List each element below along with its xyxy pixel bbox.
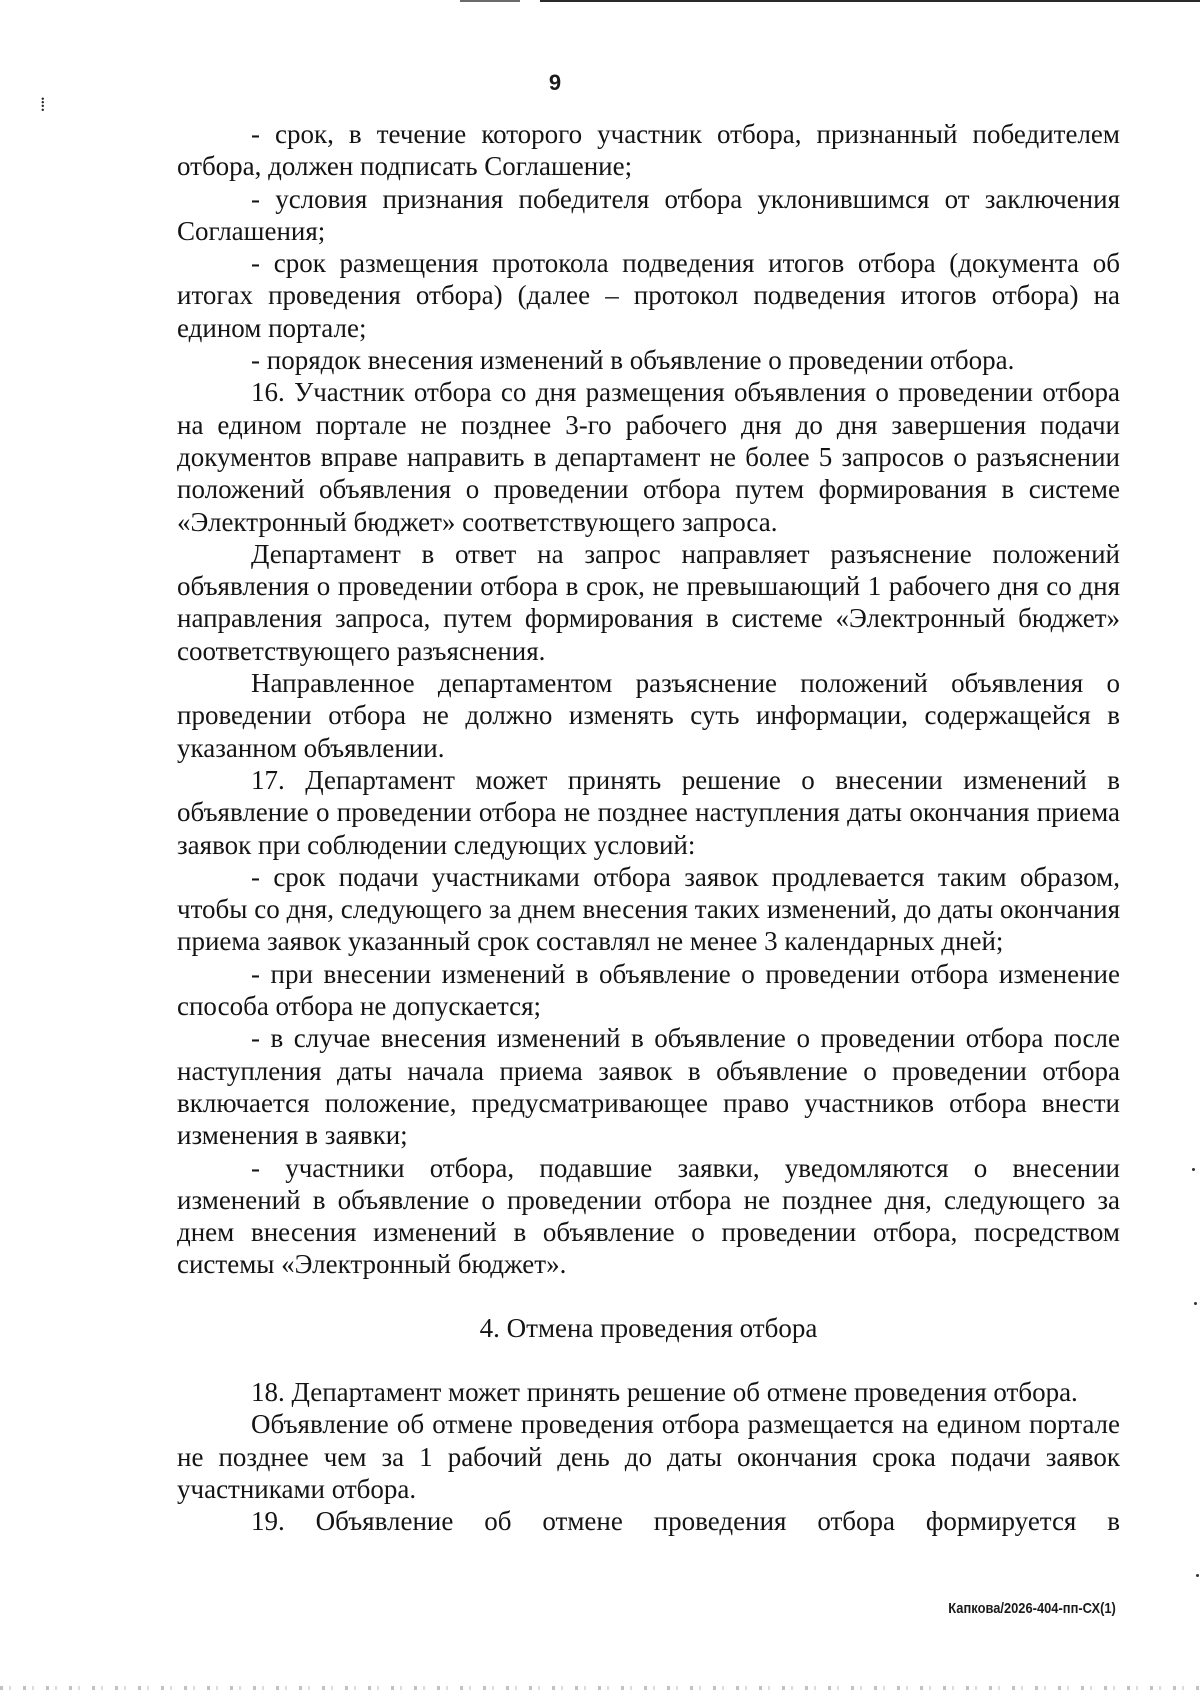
paragraph: - срок, в течение которого участник отбора, признанный победителем отбора, должен подписать Соглашение; bbox=[177, 119, 1120, 182]
paragraph: 19. Объявление об отмене проведения отбора формируется в bbox=[251, 1506, 1120, 1537]
document-code: Капкова/2026-404-пп-СХ(1) bbox=[948, 1600, 1116, 1617]
page-number-value: 9 bbox=[548, 70, 562, 95]
paragraph: Направленное департаментом разъяснение положений объявления о проведении отбора не должно изменять суть информации, содержащейся в указанном объявлении. bbox=[177, 668, 1120, 763]
scan-edge-noise bbox=[0, 1686, 1200, 1690]
scan-edge-mark bbox=[460, 0, 520, 2]
paragraph: 18. Департамент может принять решение об отмене проведения отбора. bbox=[251, 1376, 1078, 1407]
margin-mark: ⁞ bbox=[40, 94, 46, 116]
paragraph: - условия признания победителя отбора уклонившимся от заключения Соглашения; bbox=[177, 183, 1120, 246]
paragraph: - участники отбора, подавшие заявки, уведомляются о внесении изменений в объявление о проведении отбора не позднее дня, следующего за днем внесения изменений в объявление о проведении отбора, посредством системы «Электронный бюджет». bbox=[177, 1152, 1120, 1280]
paragraph: 17. Департамент может принять решение о внесении изменений в объявление о проведении отбора не позднее наступления даты окончания приема заявок при соблюдении следующих условий: bbox=[177, 764, 1120, 860]
section-heading: 4. Отмена проведения отбора bbox=[479, 1312, 818, 1343]
scan-speck bbox=[1196, 1574, 1199, 1577]
paragraph: - при внесении изменений в объявление о проведении отбора изменение способа отбора не допускается; bbox=[177, 958, 1120, 1022]
paragraph: - срок подачи участниками отбора заявок продлевается таким образом, чтобы со дня, следующего за днем внесения таких изменений, до даты окончания приема заявок указанный срок составлял не менее 3 календарных дней; bbox=[177, 861, 1120, 957]
paragraph: 16. Участник отбора со дня размещения объявления о проведении отбора на едином портале не позднее 3-го рабочего дня до дня завершения подачи документов вправе направить в департамент не более 5 запросов о разъяснении положений объявления о проведении отбора путем формирования в системе «Электронный бюджет» соответствующего запроса. bbox=[177, 377, 1120, 537]
paragraph: Объявление об отмене проведения отбора размещается на едином портале не позднее чем за 1 рабочий день до даты окончания срока подачи заявок участниками отбора. bbox=[177, 1409, 1120, 1504]
document-body bbox=[177, 118, 1120, 1537]
paragraph: Департамент в ответ на запрос направляет разъяснение положений объявления о проведении отбора в срок, не превышающий 1 рабочего дня со дня направления запроса, путем формирования в системе «Электронный бюджет» соответствующего разъяснения. bbox=[177, 538, 1120, 666]
scan-speck bbox=[1194, 1302, 1197, 1305]
scan-edge-line bbox=[540, 0, 1200, 2]
paragraph: - срок размещения протокола подведения итогов отбора (документа об итогах проведения отбора) (далее – протокол подведения итогов отбора) на едином портале; bbox=[177, 248, 1120, 343]
scan-speck bbox=[1192, 1168, 1195, 1171]
paragraph: - в случае внесения изменений в объявление о проведении отбора после наступления даты начала приема заявок в объявление о проведении отбора включается положение, предусматривающее право участников отбора внести изменения в заявки; bbox=[177, 1023, 1120, 1151]
paragraph: - порядок внесения изменений в объявление о проведении отбора. bbox=[251, 345, 1015, 376]
page-number bbox=[0, 70, 1200, 96]
